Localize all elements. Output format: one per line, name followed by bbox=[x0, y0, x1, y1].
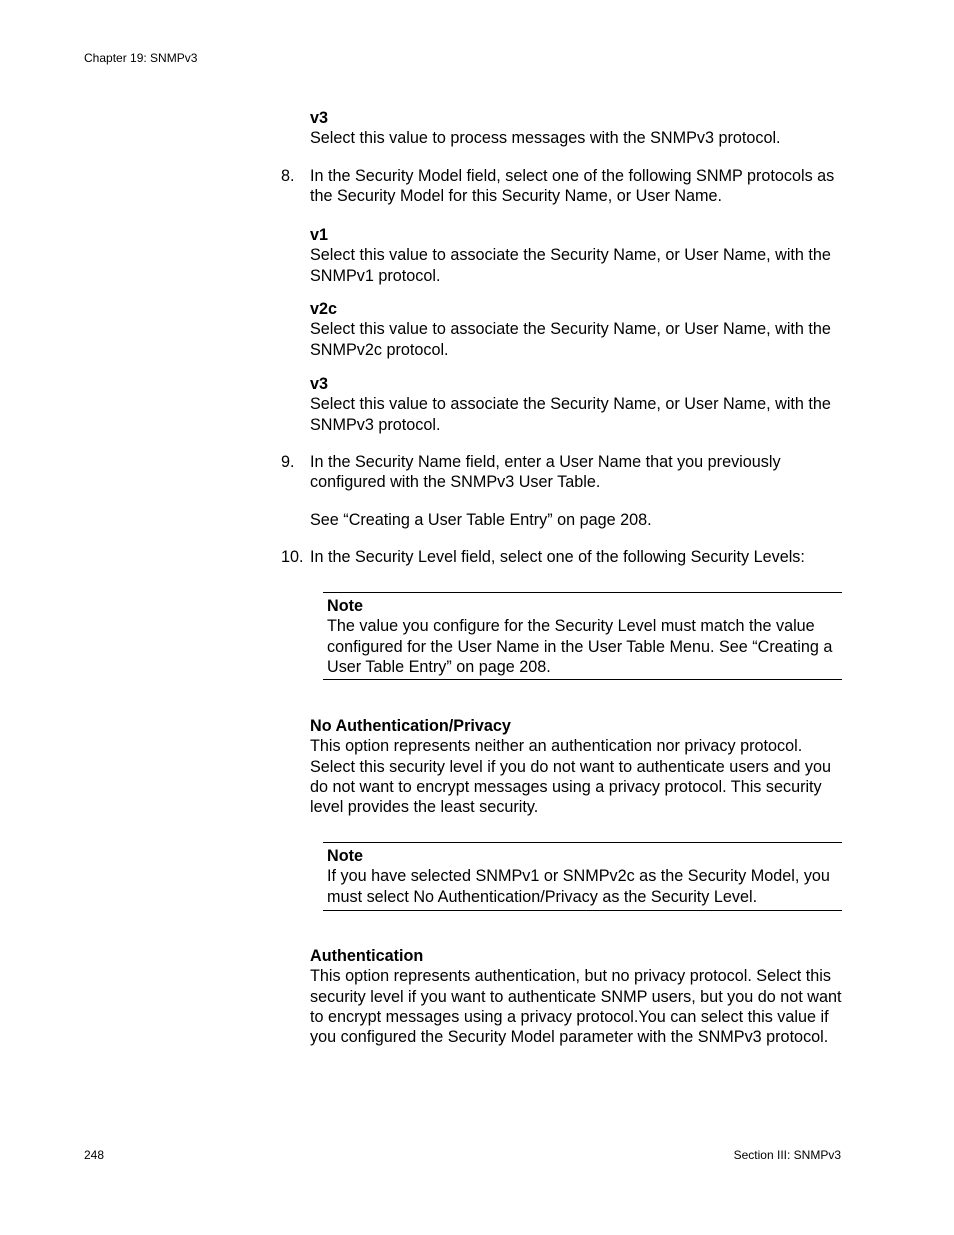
option-v1 bbox=[310, 225, 845, 286]
running-footer: Section III: SNMPv3 bbox=[733, 1148, 841, 1162]
step-text-10: In the Security Level field, select one of the following Security Levels: bbox=[310, 548, 805, 566]
option-description: This option represents neither an authentication nor privacy protocol. Select this security level if you do not want to authenticate users and you do not want to encrypt messages using a privacy protocol. This security level provides the least security. bbox=[310, 737, 831, 817]
option-description: Select this value to associate the Security Name, or User Name, with the SNMPv2c protocol. bbox=[310, 320, 831, 359]
option-v3-top bbox=[310, 108, 845, 149]
option-term: v3 bbox=[310, 109, 329, 127]
step-number-10: 10. bbox=[281, 548, 304, 566]
option-v2c bbox=[310, 299, 845, 360]
note-title: Note bbox=[327, 597, 363, 615]
option-description: This option represents authentication, but no privacy protocol. Select this security level if you want to authenticate SNMP users, but you do not want to encrypt messages using a privacy protocol.You can select this value if you configured the Security Model parameter with the SNMPv3 protocol. bbox=[310, 967, 842, 1047]
note-box-1 bbox=[323, 592, 842, 680]
note-box-2 bbox=[323, 842, 842, 911]
note-text: If you have selected SNMPv1 or SNMPv2c as the Security Model, you must select No Authentication/Privacy as the Security Level. bbox=[327, 867, 830, 906]
option-auth bbox=[310, 946, 845, 1047]
step-text-8: In the Security Model field, select one of the following SNMP protocols as the Security Model for this Security Name, or User Name. bbox=[310, 167, 835, 206]
cross-reference: See “Creating a User Table Entry” on page 208. bbox=[310, 511, 652, 529]
option-term: Authentication bbox=[310, 947, 424, 965]
option-term: v1 bbox=[310, 226, 329, 244]
page-number: 248 bbox=[84, 1148, 105, 1162]
note-title: Note bbox=[327, 847, 363, 865]
option-description: Select this value to process messages with the SNMPv3 protocol. bbox=[310, 129, 781, 148]
step-number-9: 9. bbox=[281, 453, 295, 471]
option-term: v2c bbox=[310, 300, 338, 318]
step-text-9: In the Security Name field, enter a User Name that you previously configured with the SNMPv3 User Table. bbox=[310, 453, 781, 492]
option-description: Select this value to associate the Security Name, or User Name, with the SNMPv3 protocol. bbox=[310, 395, 831, 434]
step-number-8: 8. bbox=[281, 167, 295, 185]
option-description: Select this value to associate the Security Name, or User Name, with the SNMPv1 protocol. bbox=[310, 246, 831, 285]
option-v3 bbox=[310, 374, 845, 435]
option-no-auth bbox=[310, 716, 845, 817]
option-term: v3 bbox=[310, 375, 329, 393]
option-term: No Authentication/Privacy bbox=[310, 717, 511, 735]
note-text: The value you configure for the Security Level must match the value configured for the User Name in the User Table Menu. See “Creating a User Table Entry” on page 208. bbox=[327, 617, 833, 676]
running-header: Chapter 19: SNMPv3 bbox=[84, 51, 198, 65]
